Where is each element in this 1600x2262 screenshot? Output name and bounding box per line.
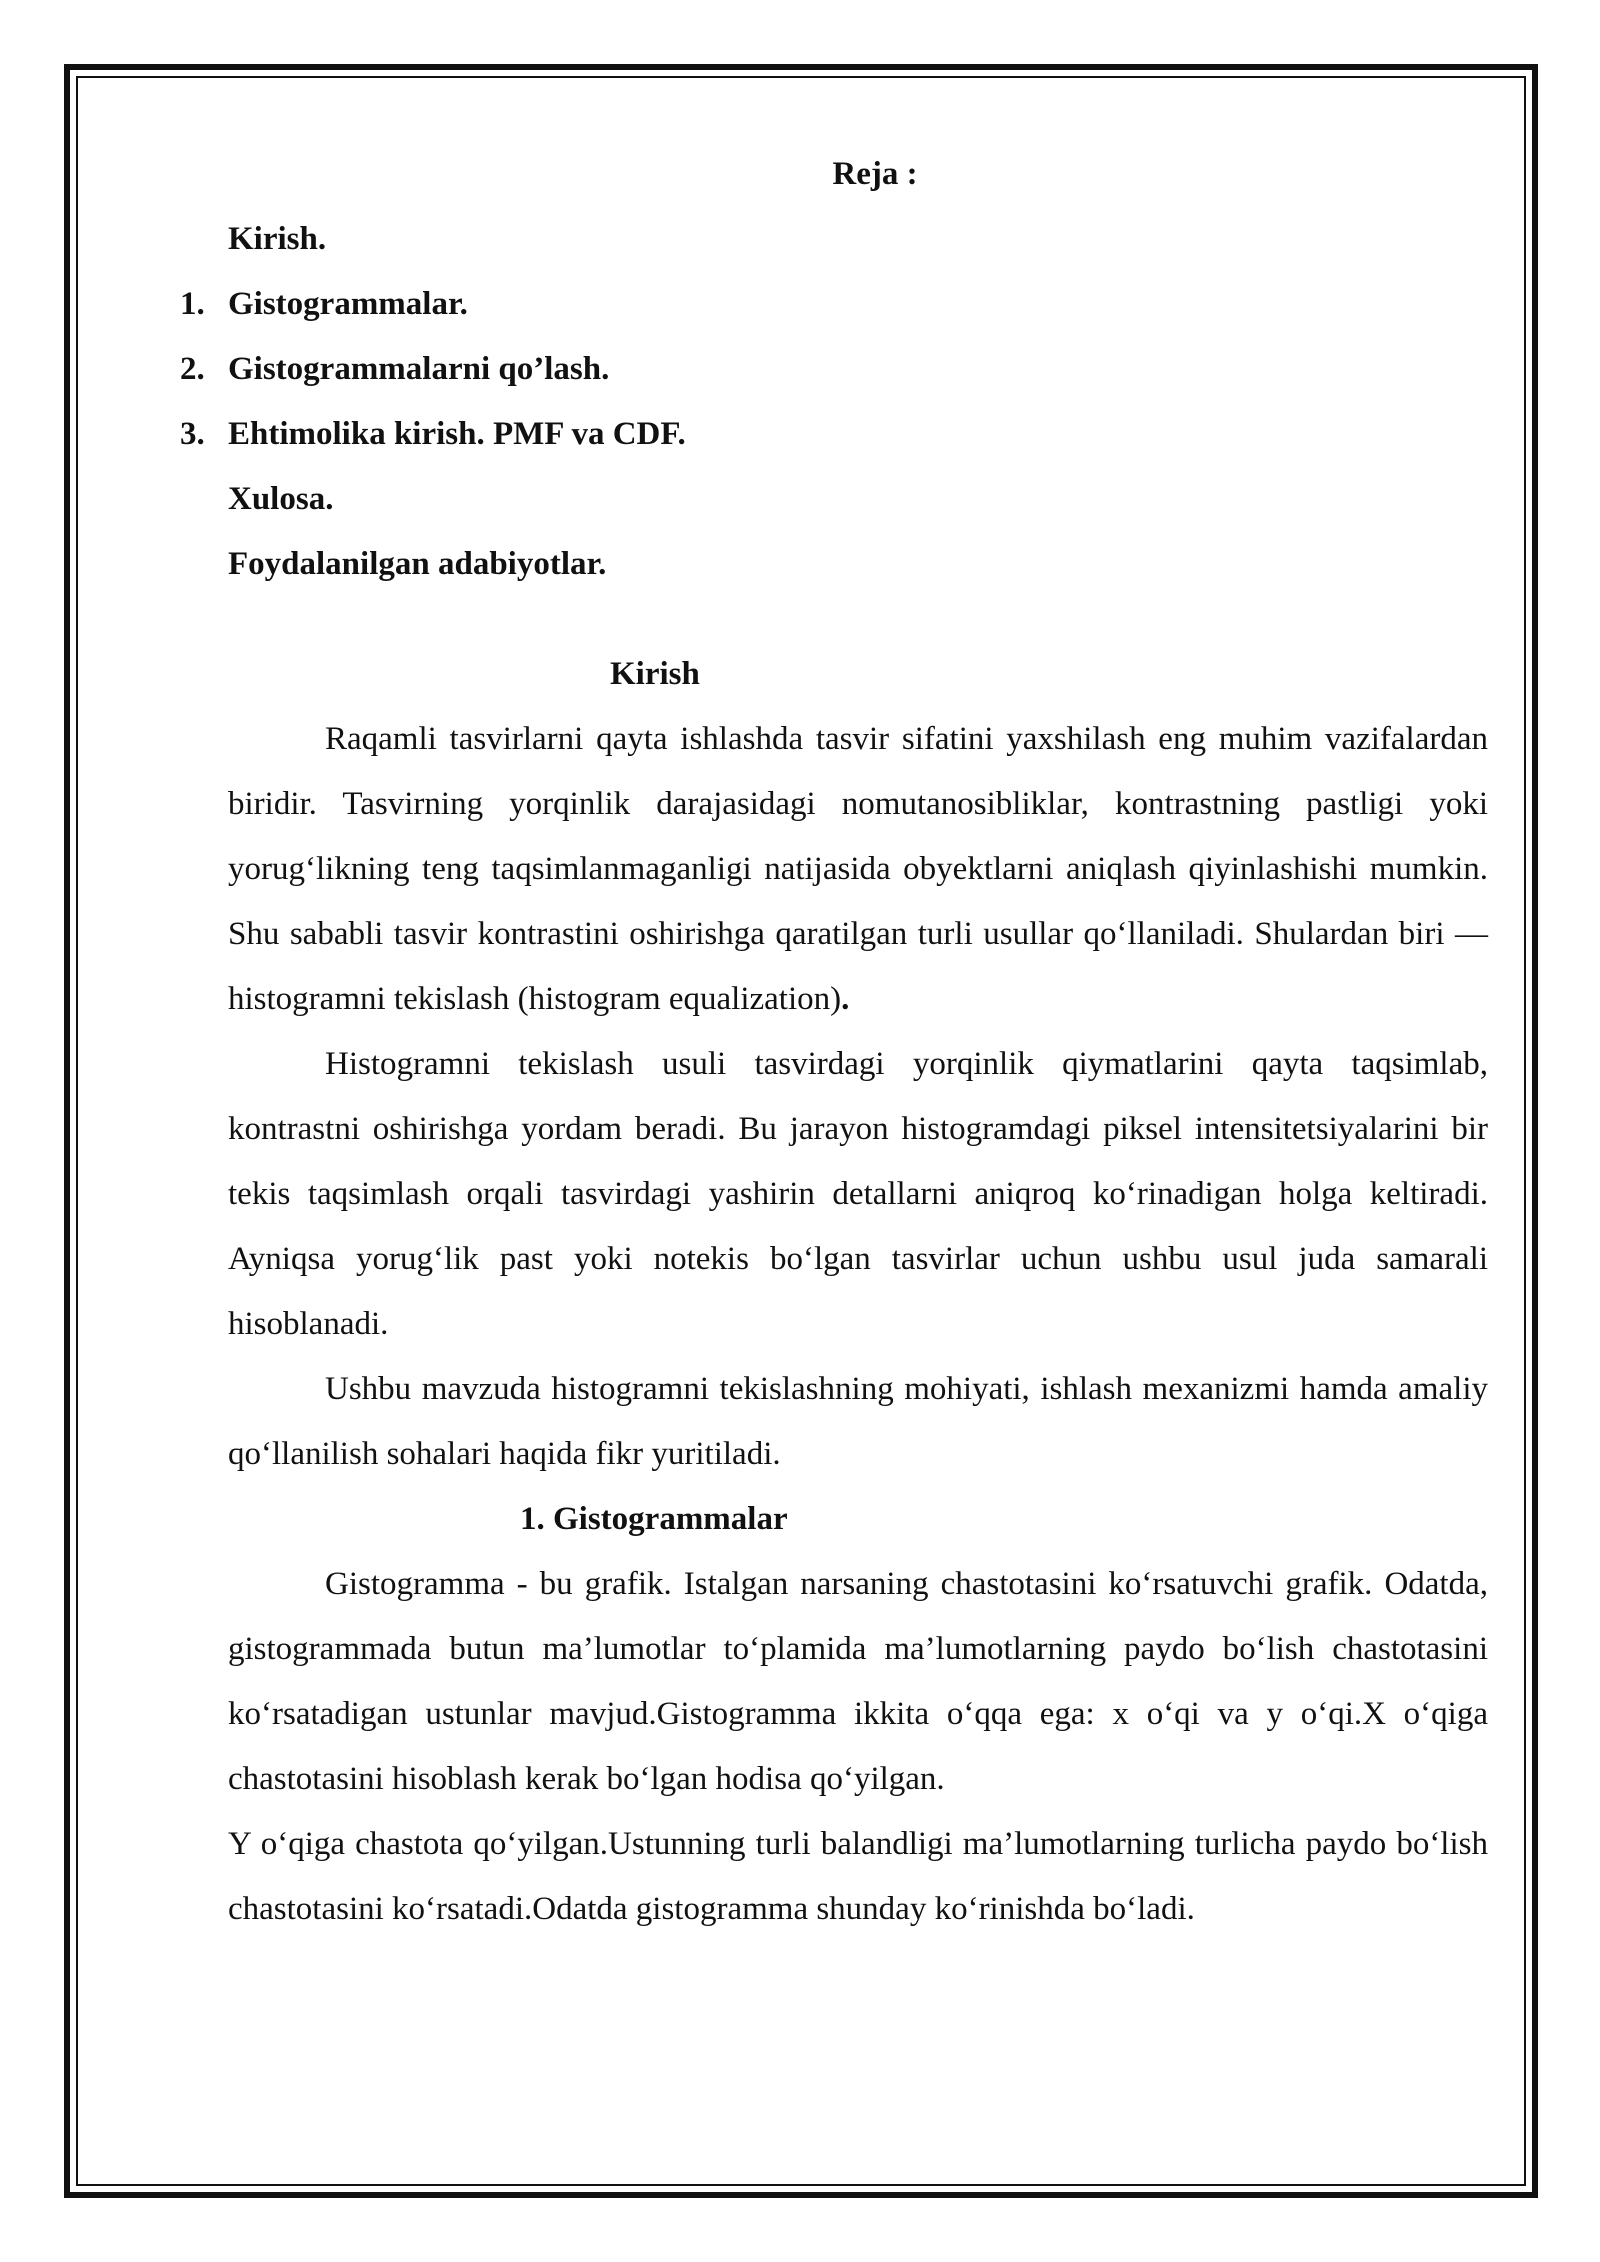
intro-heading: Kirish	[610, 656, 700, 692]
plan-item: 2. Gistogrammalarni qo’lash.	[180, 351, 610, 387]
plan-item: Foydalanilgan adabiyotlar.	[228, 546, 607, 582]
section-1-paragraph-1: Gistogramma - bu grafik. Istalgan narsaning chastotasini ko‘rsatuvchi grafik. Odatda, gistogrammada butun ma’lumotlar to‘plamida ma’lumotlarning paydo bo‘lish chastotasini ko‘rsatadigan ustunlar mavjud.Gistogramma ikkita o‘qqa ega: x o‘qi va y o‘qi.X o‘qiga chastotasini hisoblash kerak bo‘lgan hodisa qo‘yilgan.	[228, 1566, 1488, 1797]
intro-paragraph-3: Ushbu mavzuda histogramni tekislashning mohiyati, ishlash mexanizmi hamda amaliy qo‘llanilish sohalari haqida fikr yuritiladi.	[228, 1371, 1488, 1472]
intro-paragraph-2: Histogramni tekislash usuli tasvirdagi yorqinlik qiymatlarini qayta taqsimlab, kontrastni oshirishga yordam beradi. Bu jarayon histogramdagi piksel intensitetsiyalarini bir tekis taqsimlash orqali tasvirdagi yashirin detallarni aniqroq ko‘rinadigan holga keltiradi. Ayniqsa yorug‘lik past yoki notekis bo‘lgan tasvirlar uchun ushbu usul juda samarali hisoblanadi.	[228, 1046, 1488, 1342]
plan-list	[180, 207, 1488, 597]
section-1-paragraph-2: Y o‘qiga chastota qo‘yilgan.Ustunning turli balandligi ma’lumotlarning turlicha paydo bo‘lish chastotasini ko‘rsatadi.Odatda gistogramma shunday ko‘rinishda bo‘ladi.	[228, 1826, 1488, 1927]
plan-item: 3. Ehtimolika kirish. PMF va CDF.	[180, 416, 686, 452]
document-body	[180, 142, 1488, 1942]
plan-item: Xulosa.	[228, 481, 334, 517]
intro-paragraph-1: Raqamli tasvirlarni qayta ishlashda tasvir sifatini yaxshilash eng muhim vazifalardan biridir. Tasvirning yorqinlik darajasidagi nomutanosibliklar, kontrastning pastligi yoki yorug‘likning teng taqsimlanmaganligi natijasida obyektlarni aniqlash qiyinlashishi mumkin. Shu sababli tasvir kontrastini oshirishga qaratilgan turli usullar qo‘llaniladi. Shulardan biri — histogramni tekislash (histogram equalization).	[228, 721, 1488, 1017]
plan-item: Kirish.	[228, 221, 327, 257]
spacer	[228, 597, 1488, 642]
section-1-heading: 1. Gistogrammalar	[520, 1501, 788, 1537]
plan-item: 1. Gistogrammalar.	[180, 286, 468, 322]
plan-title: Reja :	[832, 156, 918, 192]
